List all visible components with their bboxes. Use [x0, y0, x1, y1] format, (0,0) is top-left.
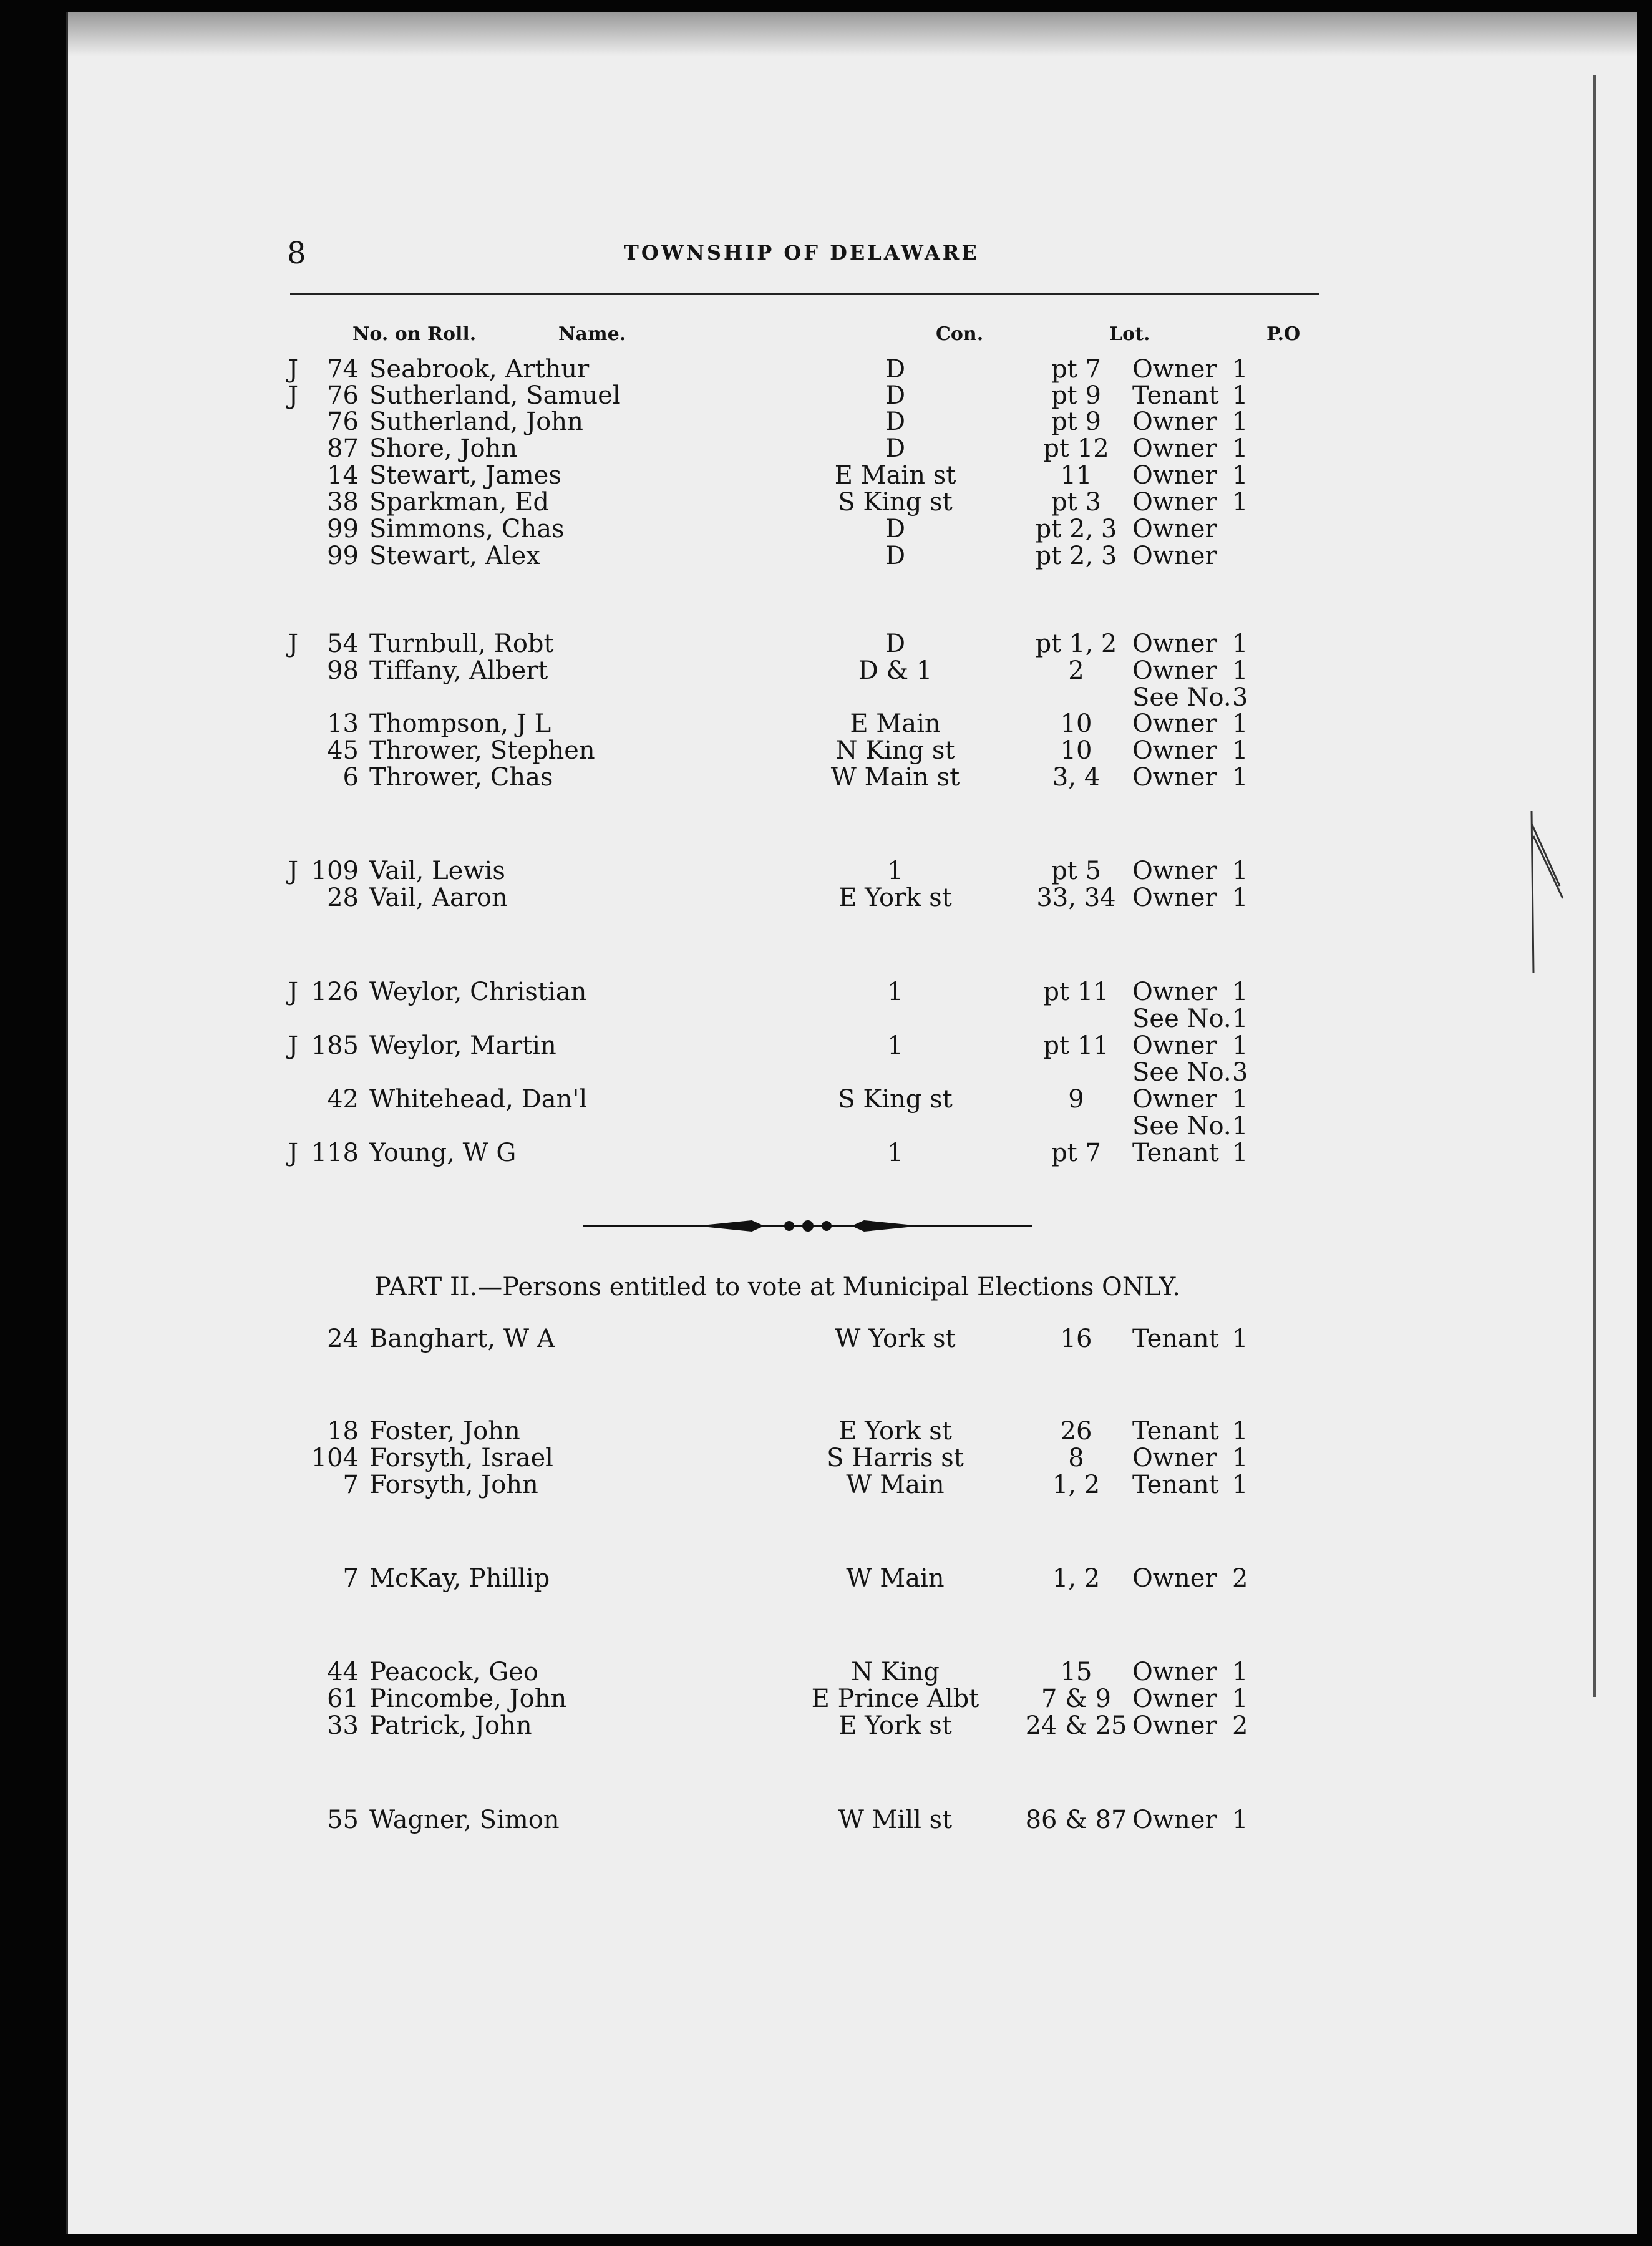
- table-row: [0, 1565, 1652, 1592]
- concession: D: [885, 434, 906, 463]
- voter-name: Seabrook, Arthur: [369, 355, 590, 384]
- status: See No.: [1132, 1058, 1232, 1087]
- concession: N King st: [835, 736, 955, 765]
- status: Owner: [1132, 709, 1217, 738]
- voter-name: Banghart, W A: [369, 1325, 555, 1353]
- voter-name: Thrower, Stephen: [369, 736, 595, 765]
- voter-name: Shore, John: [369, 434, 518, 463]
- jury-mark: J: [288, 1139, 299, 1167]
- roll-number: 99: [327, 515, 359, 543]
- jury-mark: J: [288, 1031, 299, 1060]
- voter-name: Weylor, Christian: [369, 978, 587, 1006]
- lot-number: pt 11: [1043, 978, 1109, 1006]
- post-office-number: 1: [1232, 1085, 1248, 1114]
- table-row: [0, 515, 1652, 543]
- table-row: [0, 1658, 1652, 1686]
- voter-name: Weylor, Martin: [369, 1031, 556, 1060]
- post-office-number: 2: [1232, 1711, 1248, 1740]
- table-row: [0, 382, 1652, 409]
- voter-name: Sutherland, Samuel: [369, 381, 621, 410]
- voter-name: Patrick, John: [369, 1711, 532, 1740]
- post-office-number: 1: [1232, 978, 1248, 1006]
- voter-name: Forsyth, Israel: [369, 1444, 553, 1472]
- table-row: [0, 657, 1652, 684]
- voter-name: Peacock, Geo: [369, 1658, 538, 1686]
- status: Owner: [1132, 355, 1217, 384]
- lot-number: 11: [1060, 461, 1092, 490]
- jury-mark: J: [288, 857, 299, 885]
- post-office-number: 1: [1232, 434, 1248, 463]
- post-office-number: 1: [1232, 883, 1248, 912]
- lot-number: 9: [1068, 1085, 1084, 1114]
- concession: E York st: [838, 1417, 952, 1446]
- voter-name: Foster, John: [369, 1417, 520, 1446]
- roll-number: 44: [327, 1658, 359, 1686]
- roll-number: 6: [343, 763, 359, 792]
- lot-number: 10: [1060, 736, 1092, 765]
- concession: W Mill st: [838, 1806, 953, 1834]
- status: Tenant: [1132, 1139, 1219, 1167]
- post-office-number: 1: [1232, 1471, 1248, 1499]
- post-office-number: 3: [1232, 1058, 1248, 1087]
- lot-number: pt 1, 2: [1035, 630, 1117, 658]
- lot-number: pt 12: [1043, 434, 1109, 463]
- table-row: [0, 1471, 1652, 1499]
- lot-number: pt 2, 3: [1035, 515, 1117, 543]
- status: Owner: [1132, 434, 1217, 463]
- voter-name: Sutherland, John: [369, 407, 583, 436]
- concession: 1: [887, 1031, 903, 1060]
- table-row: [0, 1032, 1652, 1059]
- status: Owner: [1132, 1685, 1217, 1713]
- table-row: [0, 737, 1652, 764]
- lot-number: 10: [1060, 709, 1092, 738]
- column-head-roll: No. on Roll.: [352, 323, 477, 345]
- table-row: [0, 489, 1652, 516]
- lot-number: 8: [1068, 1444, 1084, 1472]
- post-office-number: 1: [1232, 1806, 1248, 1834]
- table-row: [0, 1685, 1652, 1713]
- voter-name: McKay, Phillip: [369, 1564, 550, 1593]
- table-row: [0, 1086, 1652, 1113]
- roll-number: 33: [327, 1711, 359, 1740]
- status: Owner: [1132, 1658, 1217, 1686]
- column-head-po: P.O: [1266, 323, 1301, 345]
- lot-number: 16: [1060, 1325, 1092, 1353]
- page-top-shadow: [68, 12, 1637, 56]
- table-row: [0, 1712, 1652, 1739]
- status: Owner: [1132, 1031, 1217, 1060]
- lot-number: pt 2, 3: [1035, 542, 1117, 570]
- post-office-number: 1: [1232, 1031, 1248, 1060]
- table-row: [0, 1112, 1652, 1140]
- post-office-number: 1: [1232, 656, 1248, 685]
- status: Tenant: [1132, 1471, 1219, 1499]
- roll-number: 87: [327, 434, 359, 463]
- status: See No.: [1132, 1004, 1232, 1033]
- roll-number: 14: [327, 461, 359, 490]
- table-row: [0, 630, 1652, 658]
- concession: D & 1: [858, 656, 933, 685]
- roll-number: 76: [327, 381, 359, 410]
- concession: D: [885, 381, 906, 410]
- roll-number: 98: [327, 656, 359, 685]
- table-row: [0, 884, 1652, 912]
- table-row: [0, 857, 1652, 885]
- status: Owner: [1132, 883, 1217, 912]
- concession: S King st: [838, 1085, 953, 1114]
- lot-number: 24 & 25: [1025, 1711, 1127, 1740]
- voter-name: Pincombe, John: [369, 1685, 567, 1713]
- roll-number: 61: [327, 1685, 359, 1713]
- voter-name: Whitehead, Dan'l: [369, 1085, 588, 1114]
- status: Owner: [1132, 1444, 1217, 1472]
- roll-number: 38: [327, 488, 359, 517]
- page-fold-mark-icon: [1528, 811, 1566, 973]
- lot-number: 86 & 87: [1025, 1806, 1127, 1834]
- status: Owner: [1132, 1711, 1217, 1740]
- post-office-number: 1: [1232, 709, 1248, 738]
- post-office-number: 1: [1232, 763, 1248, 792]
- status: Owner: [1132, 630, 1217, 658]
- table-row: [0, 542, 1652, 570]
- status: Owner: [1132, 1085, 1217, 1114]
- roll-number: 185: [311, 1031, 359, 1060]
- running-head: TOWNSHIP OF DELAWARE: [624, 241, 979, 265]
- header-rule: [290, 293, 1319, 295]
- post-office-number: 1: [1232, 381, 1248, 410]
- part-two-heading: PART II.—Persons entitled to vote at Municipal Elections ONLY.: [374, 1273, 1180, 1301]
- table-row: [0, 1139, 1652, 1167]
- table-row: [0, 435, 1652, 462]
- status: Owner: [1132, 1806, 1217, 1834]
- concession: D: [885, 542, 906, 570]
- concession: W Main st: [830, 763, 960, 792]
- roll-number: 7: [343, 1471, 359, 1499]
- ornament-divider-icon: [583, 1217, 1032, 1235]
- post-office-number: 2: [1232, 1564, 1248, 1593]
- voter-name: Young, W G: [369, 1139, 517, 1167]
- status: Owner: [1132, 978, 1217, 1006]
- roll-number: 54: [327, 630, 359, 658]
- post-office-number: 1: [1232, 1004, 1248, 1033]
- roll-number: 126: [311, 978, 359, 1006]
- roll-number: 24: [327, 1325, 359, 1353]
- voter-name: Stewart, James: [369, 461, 561, 490]
- jury-mark: J: [288, 381, 299, 410]
- lot-number: pt 7: [1051, 355, 1101, 384]
- voter-name: Sparkman, Ed: [369, 488, 549, 517]
- lot-number: pt 7: [1051, 1139, 1101, 1167]
- lot-number: 1, 2: [1052, 1471, 1101, 1499]
- jury-mark: J: [288, 630, 299, 658]
- table-row: [0, 1059, 1652, 1086]
- concession: W York st: [835, 1325, 956, 1353]
- column-head-name: Name.: [558, 323, 626, 345]
- post-office-number: 1: [1232, 630, 1248, 658]
- lot-number: 3, 4: [1052, 763, 1101, 792]
- lot-number: 1, 2: [1052, 1564, 1101, 1593]
- status: Tenant: [1132, 1417, 1219, 1446]
- voter-name: Thompson, J L: [369, 709, 551, 738]
- table-row: [0, 764, 1652, 791]
- concession: S King st: [838, 488, 953, 517]
- lot-number: pt 9: [1051, 381, 1101, 410]
- voter-name: Turnbull, Robt: [369, 630, 554, 658]
- voter-name: Stewart, Alex: [369, 542, 540, 570]
- post-office-number: 1: [1232, 355, 1248, 384]
- concession: W Main: [846, 1564, 945, 1593]
- table-row: [0, 978, 1652, 1006]
- roll-number: 55: [327, 1806, 359, 1834]
- table-row: [0, 1325, 1652, 1353]
- concession: D: [885, 407, 906, 436]
- status: Owner: [1132, 488, 1217, 517]
- post-office-number: 1: [1232, 1325, 1248, 1353]
- concession: E Main: [850, 709, 941, 738]
- lot-number: 26: [1060, 1417, 1092, 1446]
- status: Owner: [1132, 407, 1217, 436]
- concession: S Harris st: [827, 1444, 964, 1472]
- concession: E Prince Albt: [811, 1685, 979, 1713]
- post-office-number: 1: [1232, 1112, 1248, 1140]
- concession: D: [885, 355, 906, 384]
- roll-number: 28: [327, 883, 359, 912]
- status: See No.: [1132, 1112, 1232, 1140]
- roll-number: 7: [343, 1564, 359, 1593]
- concession: E York st: [838, 883, 952, 912]
- status: Owner: [1132, 542, 1217, 570]
- post-office-number: 1: [1232, 1139, 1248, 1167]
- table-row: [0, 1806, 1652, 1834]
- table-row: [0, 684, 1652, 711]
- status: Owner: [1132, 857, 1217, 885]
- post-office-number: 1: [1232, 488, 1248, 517]
- table-row: [0, 356, 1652, 383]
- status: Tenant: [1132, 381, 1219, 410]
- voter-name: Vail, Aaron: [369, 883, 508, 912]
- post-office-number: 1: [1232, 1444, 1248, 1472]
- post-office-number: 3: [1232, 683, 1248, 712]
- roll-number: 45: [327, 736, 359, 765]
- roll-number: 99: [327, 542, 359, 570]
- post-office-number: 1: [1232, 736, 1248, 765]
- post-office-number: 1: [1232, 1417, 1248, 1446]
- roll-number: 13: [327, 709, 359, 738]
- voter-name: Tiffany, Albert: [369, 656, 548, 685]
- roll-number: 76: [327, 407, 359, 436]
- concession: 1: [887, 1139, 903, 1167]
- status: Owner: [1132, 461, 1217, 490]
- column-head-con: Con.: [936, 323, 984, 345]
- roll-number: 74: [327, 355, 359, 384]
- post-office-number: 1: [1232, 857, 1248, 885]
- page-number: 8: [287, 236, 306, 271]
- lot-number: pt 5: [1051, 857, 1101, 885]
- post-office-number: 1: [1232, 407, 1248, 436]
- voter-name: Simmons, Chas: [369, 515, 565, 543]
- table-row: [0, 1444, 1652, 1472]
- jury-mark: J: [288, 355, 299, 384]
- lot-number: 33, 34: [1036, 883, 1116, 912]
- status: Owner: [1132, 1564, 1217, 1593]
- status: Owner: [1132, 736, 1217, 765]
- post-office-number: 1: [1232, 1685, 1248, 1713]
- concession: D: [885, 630, 906, 658]
- voter-name: Vail, Lewis: [369, 857, 505, 885]
- status: See No.: [1132, 683, 1232, 712]
- roll-number: 42: [327, 1085, 359, 1114]
- voter-name: Thrower, Chas: [369, 763, 553, 792]
- roll-number: 104: [311, 1444, 359, 1472]
- lot-number: pt 11: [1043, 1031, 1109, 1060]
- column-head-lot: Lot.: [1109, 323, 1150, 345]
- table-row: [0, 1005, 1652, 1033]
- status: Owner: [1132, 763, 1217, 792]
- roll-number: 109: [311, 857, 359, 885]
- lot-number: 7 & 9: [1041, 1685, 1111, 1713]
- lot-number: pt 3: [1051, 488, 1101, 517]
- roll-number: 18: [327, 1417, 359, 1446]
- voter-name: Wagner, Simon: [369, 1806, 560, 1834]
- roll-number: 118: [311, 1139, 359, 1167]
- lot-number: 15: [1060, 1658, 1092, 1686]
- concession: N King: [851, 1658, 940, 1686]
- concession: E Main st: [834, 461, 956, 490]
- post-office-number: 1: [1232, 461, 1248, 490]
- status: Owner: [1132, 656, 1217, 685]
- voter-name: Forsyth, John: [369, 1471, 538, 1499]
- jury-mark: J: [288, 978, 299, 1006]
- concession: W Main: [846, 1471, 945, 1499]
- table-row: [0, 1417, 1652, 1445]
- lot-number: 2: [1068, 656, 1084, 685]
- concession: E York st: [838, 1711, 952, 1740]
- table-row: [0, 462, 1652, 489]
- table-row: [0, 408, 1652, 435]
- table-row: [0, 710, 1652, 737]
- status: Owner: [1132, 515, 1217, 543]
- concession: 1: [887, 978, 903, 1006]
- lot-number: pt 9: [1051, 407, 1101, 436]
- concession: 1: [887, 857, 903, 885]
- concession: D: [885, 515, 906, 543]
- status: Tenant: [1132, 1325, 1219, 1353]
- post-office-number: 1: [1232, 1658, 1248, 1686]
